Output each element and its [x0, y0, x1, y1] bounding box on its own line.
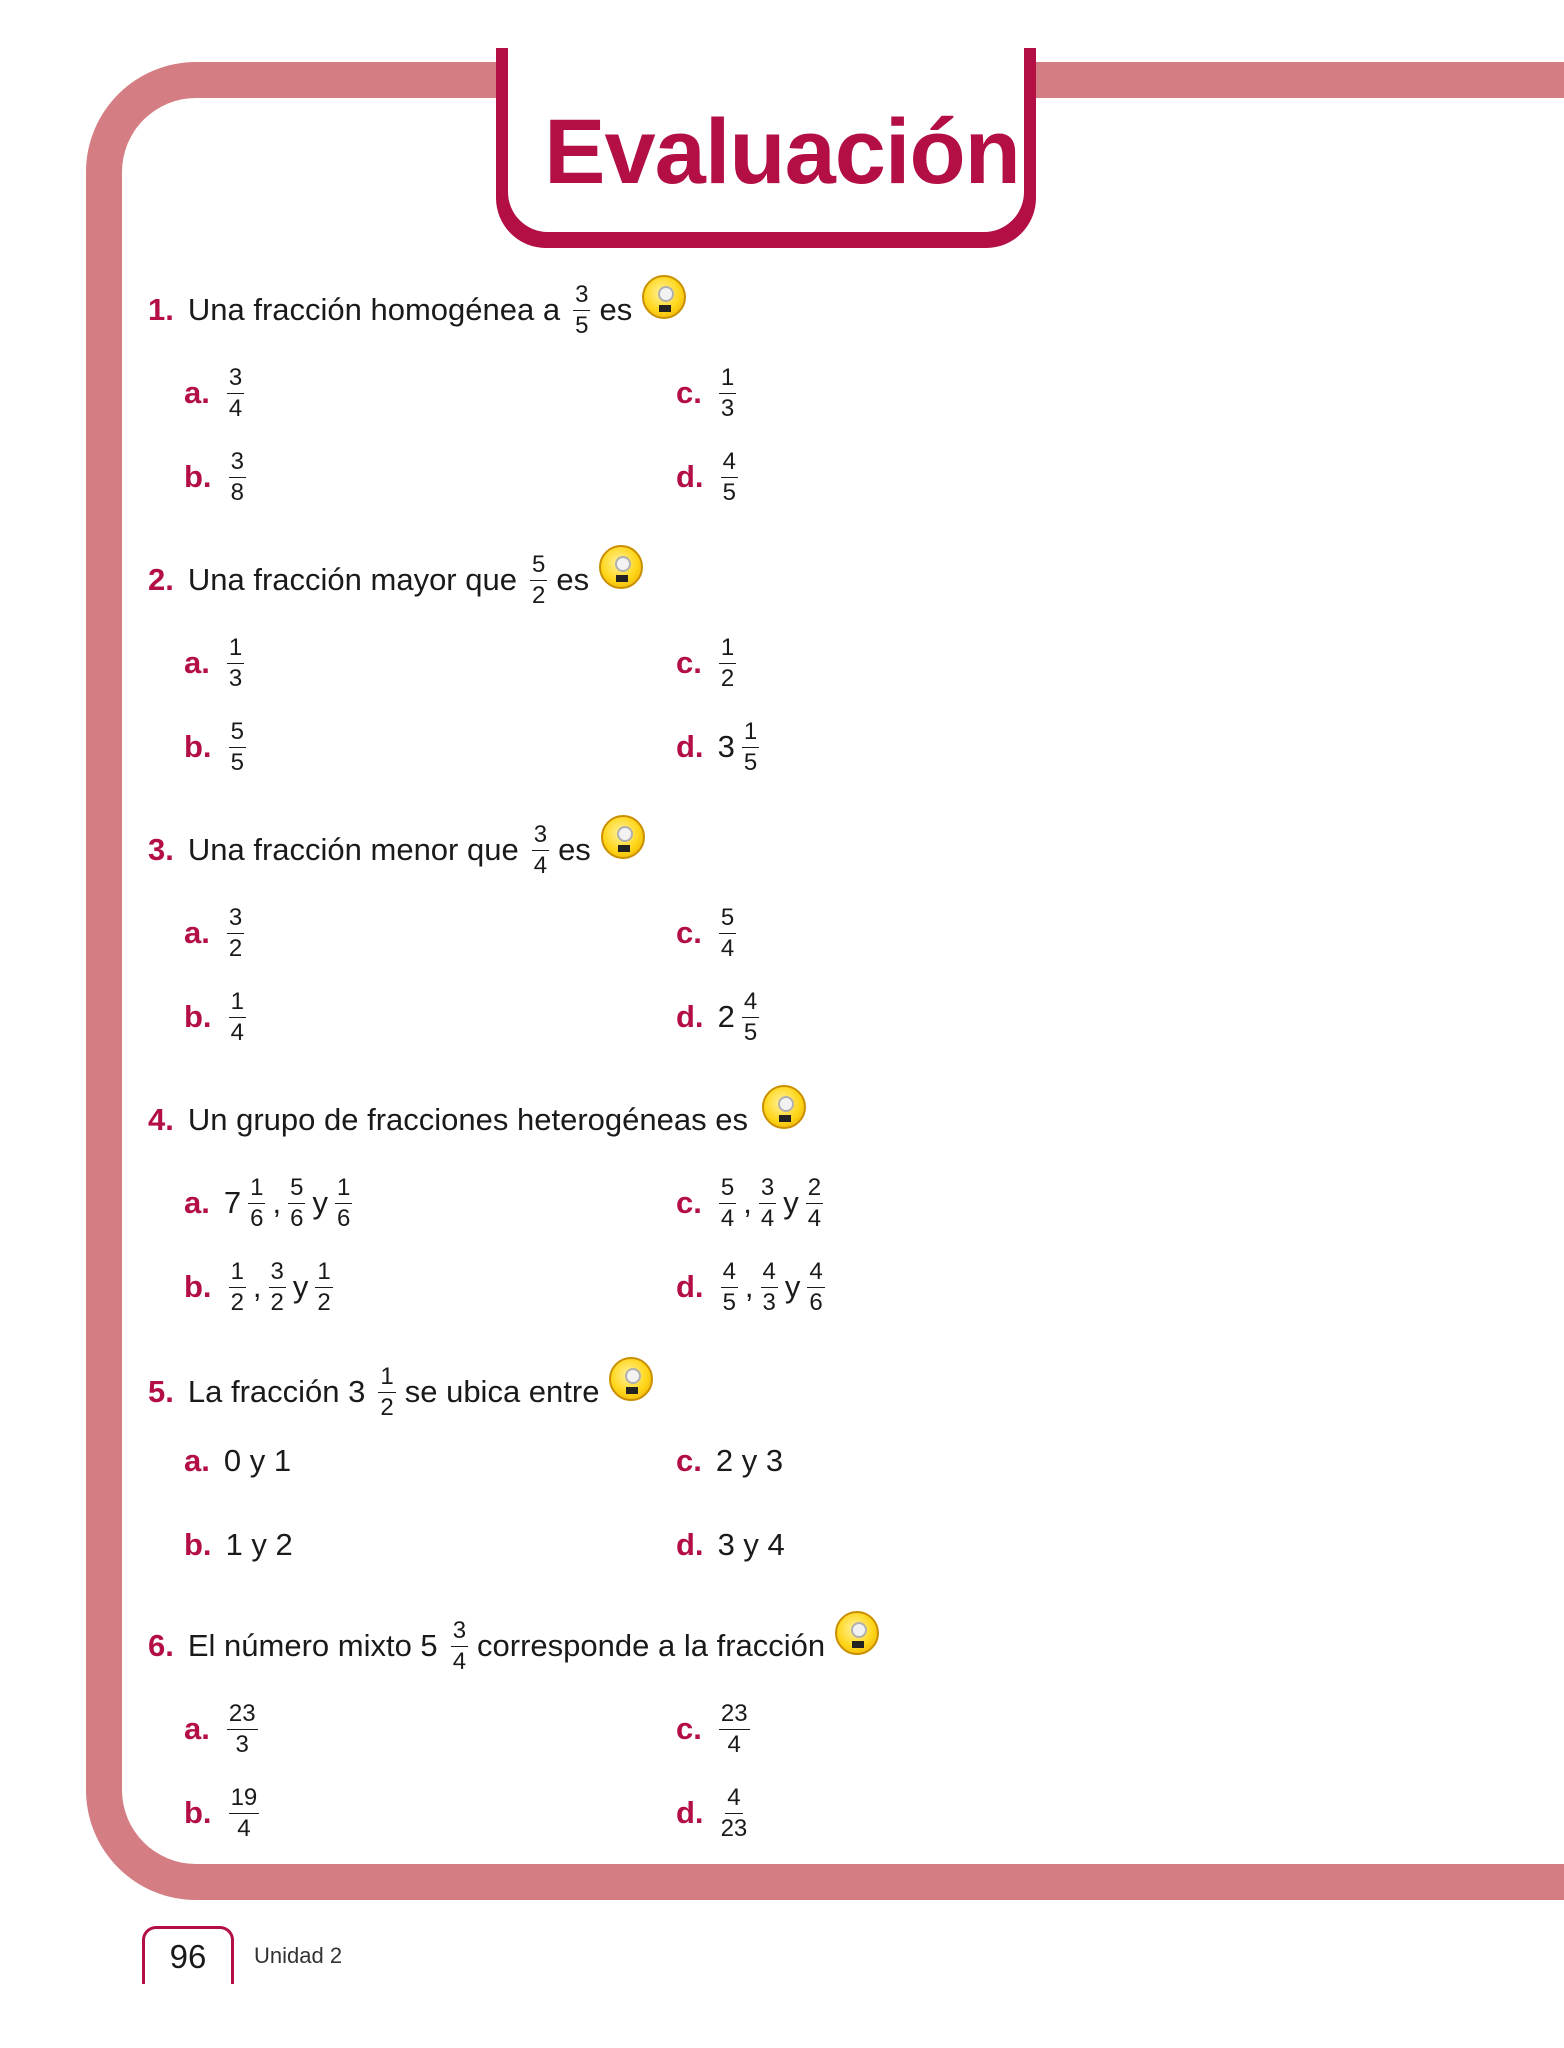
option-d[interactable]: d. $\frac{4}{5}$ [676, 447, 736, 506]
option-b[interactable]: b. $\frac{5}{5}$ [184, 717, 244, 776]
page-title: Evaluación [544, 101, 1020, 203]
question-text-after: corresponde a la fracción [477, 1628, 826, 1663]
option-d[interactable]: d. 2 $\frac{4}{5}$ [676, 987, 758, 1046]
question-6 [148, 1616, 1348, 1842]
option-c[interactable]: c. $\frac{1}{3}$ [676, 363, 735, 422]
question-number: 3. [148, 832, 174, 867]
question-text: El número mixto 5 [187, 1628, 438, 1663]
lightbulb-icon[interactable] [599, 545, 643, 589]
lightbulb-icon[interactable] [601, 815, 645, 859]
option-d[interactable]: d. $\frac{4}{23}$ [676, 1783, 748, 1842]
question-number: 1. [148, 292, 174, 327]
fraction: $\frac{3}{4}$ [452, 1616, 467, 1675]
option-c[interactable]: c. 2 y 3 [676, 1443, 784, 1478]
lightbulb-icon[interactable] [762, 1085, 806, 1129]
option-d[interactable]: d. 3 y 4 [676, 1527, 785, 1562]
question-number: 6. [148, 1628, 174, 1663]
fraction: $\frac{1}{2}$ [380, 1362, 394, 1421]
fraction: $\frac{5}{2}$ [531, 550, 546, 609]
question-text-after: es [558, 832, 591, 867]
question-4 [148, 1090, 1348, 1316]
question-2 [148, 550, 1348, 776]
lightbulb-icon[interactable] [642, 275, 686, 319]
option-a[interactable]: a. $\frac{23}{3}$ [184, 1699, 256, 1758]
option-b[interactable]: b. $\frac{3}{8}$ [184, 447, 244, 506]
lightbulb-icon[interactable] [609, 1357, 653, 1401]
question-3 [148, 820, 1348, 1046]
question-1 [148, 280, 1348, 506]
option-b[interactable]: b. $\frac{1}{4}$ [184, 987, 244, 1046]
question-number: 4. [148, 1102, 174, 1137]
fraction: $\frac{3}{4}$ [533, 820, 548, 879]
page-number: 96 [142, 1926, 234, 1984]
option-b[interactable]: b. $\frac{1}{2}$ , $\frac{3}{2}$ y $\frac{1}{2}$ [184, 1257, 331, 1316]
option-d[interactable]: d. 3 $\frac{1}{5}$ [676, 717, 758, 776]
option-d[interactable]: d. $\frac{4}{5}$ , $\frac{4}{3}$ y $\frac{4}{6}$ [676, 1257, 823, 1316]
option-a[interactable]: a. $\frac{1}{3}$ [184, 633, 243, 692]
option-c[interactable]: c. $\frac{23}{4}$ [676, 1699, 748, 1758]
question-text: Una fracción menor que [187, 832, 519, 867]
option-b[interactable]: b. 1 y 2 [184, 1527, 293, 1562]
question-text: Una fracción homogénea a [187, 292, 561, 327]
option-c[interactable]: c. $\frac{1}{2}$ [676, 633, 735, 692]
lightbulb-icon[interactable] [835, 1611, 879, 1655]
fraction: $\frac{3}{5}$ [575, 280, 589, 339]
option-b[interactable]: b. $\frac{19}{4}$ [184, 1783, 258, 1842]
question-text: La fracción 3 [187, 1374, 366, 1409]
option-a[interactable]: a. 0 y 1 [184, 1443, 292, 1478]
unit-label: Unidad 2 [254, 1943, 343, 1968]
question-5 [148, 1362, 1348, 1562]
question-text-after: es [599, 292, 633, 327]
question-text-after: se ubica entre [404, 1374, 600, 1409]
option-c[interactable]: c. $\frac{5}{4}$ , $\frac{3}{4}$ y $\frac{2}{4}$ [676, 1173, 822, 1232]
question-number: 5. [148, 1374, 174, 1409]
option-a[interactable]: a. 7 $\frac{1}{6}$ , $\frac{5}{6}$ y $\frac{1}{6}$ [184, 1173, 351, 1232]
question-text: Un grupo de fracciones heterogéneas es [187, 1102, 748, 1137]
question-text-after: es [556, 562, 590, 597]
option-a[interactable]: a. $\frac{3}{4}$ [184, 363, 243, 422]
question-number: 2. [148, 562, 174, 597]
option-a[interactable]: a. $\frac{3}{2}$ [184, 903, 243, 962]
option-c[interactable]: c. $\frac{5}{4}$ [676, 903, 735, 962]
question-text: Una fracción mayor que [187, 562, 517, 597]
